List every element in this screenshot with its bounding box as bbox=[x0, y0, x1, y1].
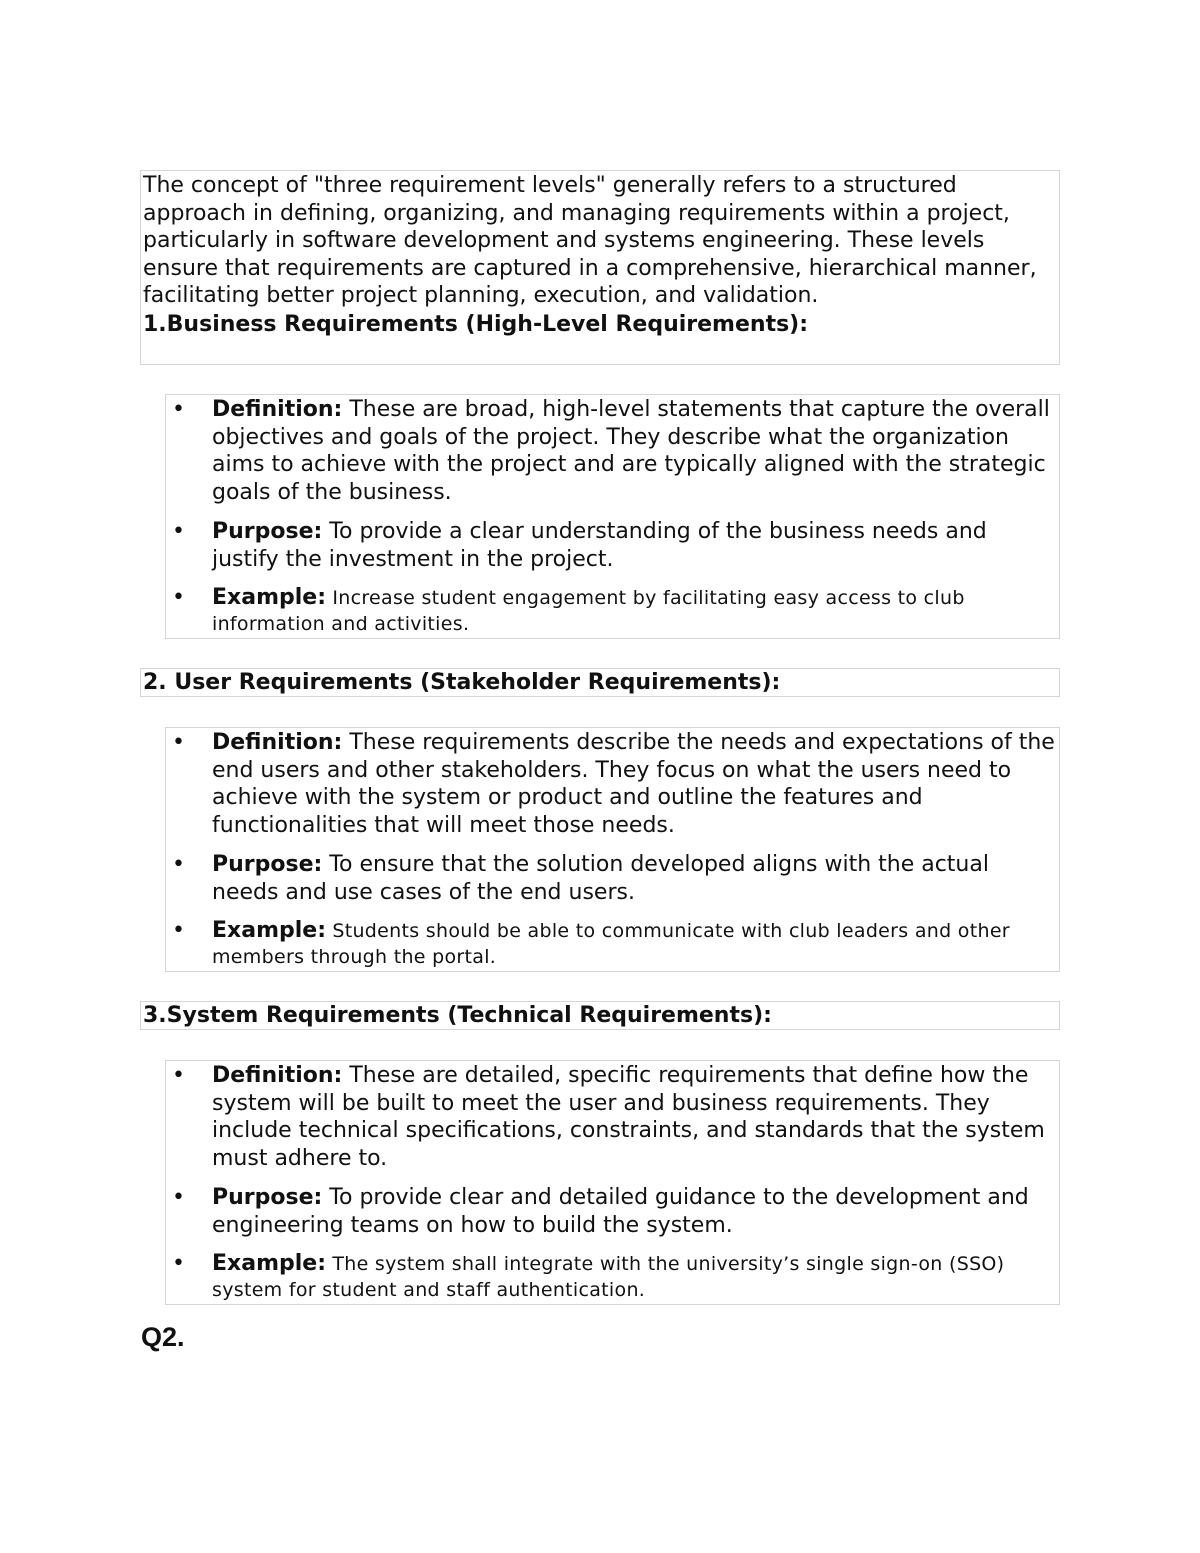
section-heading-system-box bbox=[140, 1001, 1060, 1030]
purpose-label: Purpose: bbox=[212, 1185, 323, 1210]
bullet-icon: • bbox=[172, 519, 185, 544]
purpose-label: Purpose: bbox=[212, 519, 323, 544]
list-item bbox=[166, 396, 1059, 506]
purpose-text: To provide a clear understanding of the business needs and justify the investment in the project. bbox=[212, 519, 987, 572]
list-item bbox=[166, 851, 1059, 906]
definition-text: These are broad, high-level statements that capture the overall objectives and goals of the project. They describe what the organization aims to achieve with the project and are typically aligned with the strategic goals of the business. bbox=[212, 397, 1050, 505]
bullet-icon: • bbox=[172, 1251, 185, 1276]
section-heading-business: 1.Business Requirements (High-Level Requirements): bbox=[143, 311, 809, 337]
definition-label: Definition: bbox=[212, 397, 343, 422]
user-requirements-list bbox=[165, 727, 1060, 972]
intro-paragraph: The concept of "three requirement levels" generally refers to a structured approach in defining, organizing, and managing requirements within a project, particularly in software development and systems engineering. These levels ensure that requirements are captured in a comprehensive, hierarchical manner, facilitating better project planning, execution, and validation. bbox=[143, 173, 1037, 308]
bullet-icon: • bbox=[172, 918, 185, 943]
bullet-icon: • bbox=[172, 1185, 185, 1210]
bullet-icon: • bbox=[172, 1063, 185, 1088]
list-item bbox=[166, 585, 1059, 637]
intro-block bbox=[140, 170, 1060, 365]
list-item bbox=[166, 1251, 1059, 1303]
definition-label: Definition: bbox=[212, 1063, 343, 1088]
business-requirements-list bbox=[165, 394, 1060, 639]
example-text: The system shall integrate with the university’s single sign-on (SSO) system for student and staff authentication. bbox=[212, 1253, 1005, 1301]
definition-label: Definition: bbox=[212, 730, 343, 755]
purpose-text: To ensure that the solution developed aligns with the actual needs and use cases of the end users. bbox=[212, 852, 989, 905]
definition-text: These requirements describe the needs and expectations of the end users and other stakeholders. They focus on what the users need to achieve with the system or product and outline the features and functionalities that will meet those needs. bbox=[212, 730, 1055, 838]
example-text: Students should be able to communicate with club leaders and other members through the portal. bbox=[212, 920, 1010, 968]
system-requirements-list bbox=[165, 1060, 1060, 1305]
section-heading-system: 3.System Requirements (Technical Requirements): bbox=[143, 1003, 772, 1028]
bullet-icon: • bbox=[172, 730, 185, 755]
example-text: Increase student engagement by facilitating easy access to club information and activities. bbox=[212, 587, 965, 635]
bullet-icon: • bbox=[172, 585, 185, 610]
example-label: Example: bbox=[212, 1251, 326, 1276]
example-label: Example: bbox=[212, 918, 326, 943]
section-heading-user: 2. User Requirements (Stakeholder Requirements): bbox=[143, 670, 781, 695]
list-item bbox=[166, 729, 1059, 839]
list-item bbox=[166, 1184, 1059, 1239]
list-item bbox=[166, 1062, 1059, 1172]
purpose-text: To provide clear and detailed guidance to the development and engineering teams on how to build the system. bbox=[212, 1185, 1029, 1238]
list-item bbox=[166, 518, 1059, 573]
bullet-icon: • bbox=[172, 852, 185, 877]
bullet-icon: • bbox=[172, 397, 185, 422]
definition-text: These are detailed, specific requirements that define how the system will be built to meet the user and business requirements. They include technical specifications, constraints, and standards that the system must adhere to. bbox=[212, 1063, 1045, 1171]
example-label: Example: bbox=[212, 585, 326, 610]
list-item bbox=[166, 918, 1059, 970]
question-heading: Q2. bbox=[141, 1322, 185, 1352]
section-heading-user-box bbox=[140, 668, 1060, 697]
purpose-label: Purpose: bbox=[212, 852, 323, 877]
